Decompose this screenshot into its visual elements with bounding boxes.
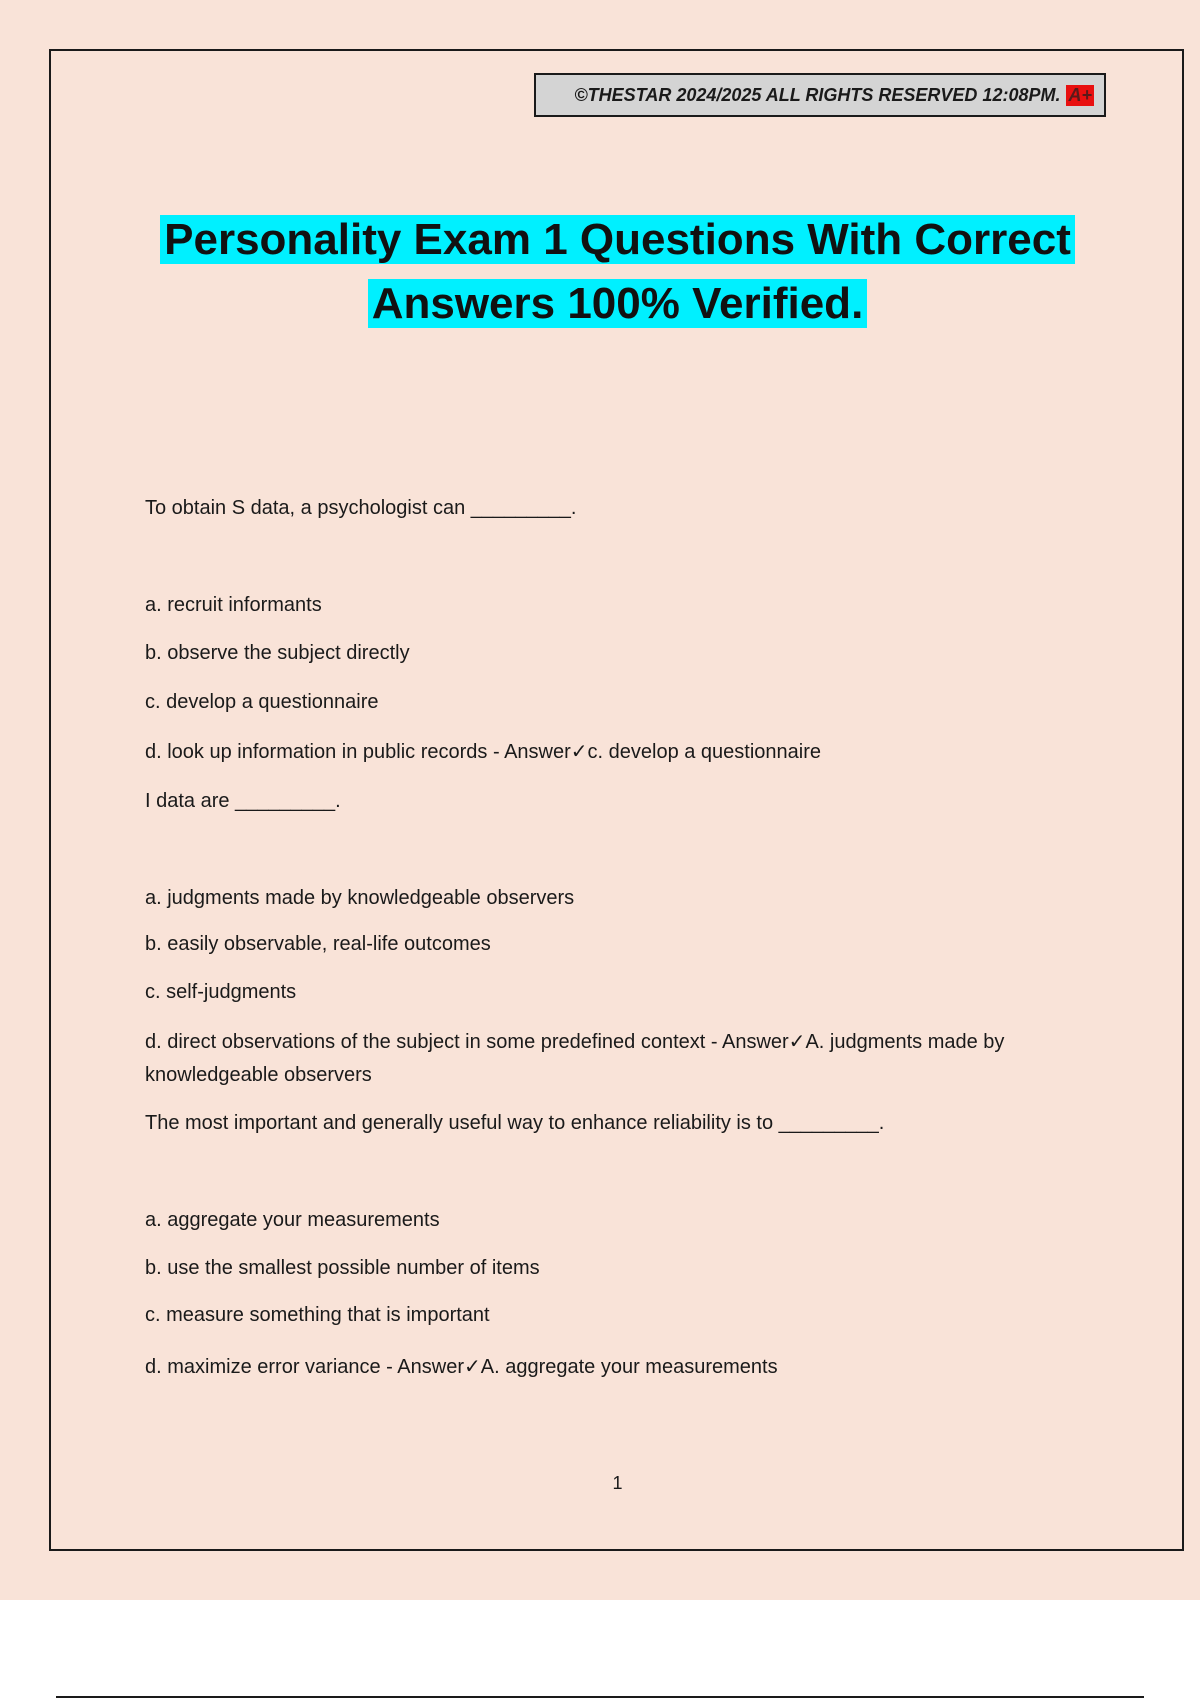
bottom-divider [56, 1696, 1144, 1698]
document-title [0, 208, 1200, 336]
question-prompt: To obtain S data, a psychologist can _________. [145, 497, 577, 519]
page-number: 1 [612, 1473, 623, 1493]
answer-option-with-key: d. direct observations of the subject in some predefined context - Answer✓A. judgments made by knowledgeable observers [145, 1031, 1005, 1086]
answer-option: b. easily observable, real-life outcomes [145, 933, 491, 955]
answer-option: a. judgments made by knowledgeable observers [145, 887, 575, 909]
answer-option: c. measure something that is important [145, 1304, 490, 1326]
copyright-header [534, 73, 1106, 117]
answer-option-with-key: d. maximize error variance - Answer✓A. aggregate your measurements [145, 1356, 778, 1378]
answer-option: c. self-judgments [145, 981, 297, 1003]
answer-option-with-key: d. look up information in public records - Answer✓c. develop a questionnaire [145, 741, 822, 763]
copyright-text: ©THESTAR 2024/2025 ALL RIGHTS RESERVED 12:08PM. [574, 84, 1061, 105]
grade-badge: A+ [1068, 84, 1092, 105]
question-prompt: I data are _________. [145, 790, 341, 812]
title-line-1: Personality Exam 1 Questions With Correct [160, 215, 1075, 264]
answer-option: b. observe the subject directly [145, 642, 410, 664]
title-line-2: Answers 100% Verified. [368, 279, 868, 328]
answer-option: b. use the smallest possible number of items [145, 1257, 540, 1279]
answer-option: c. develop a questionnaire [145, 691, 379, 713]
answer-option: a. recruit informants [145, 594, 322, 616]
answer-option: a. aggregate your measurements [145, 1209, 440, 1231]
question-prompt: The most important and generally useful way to enhance reliability is to _________. [145, 1112, 885, 1134]
